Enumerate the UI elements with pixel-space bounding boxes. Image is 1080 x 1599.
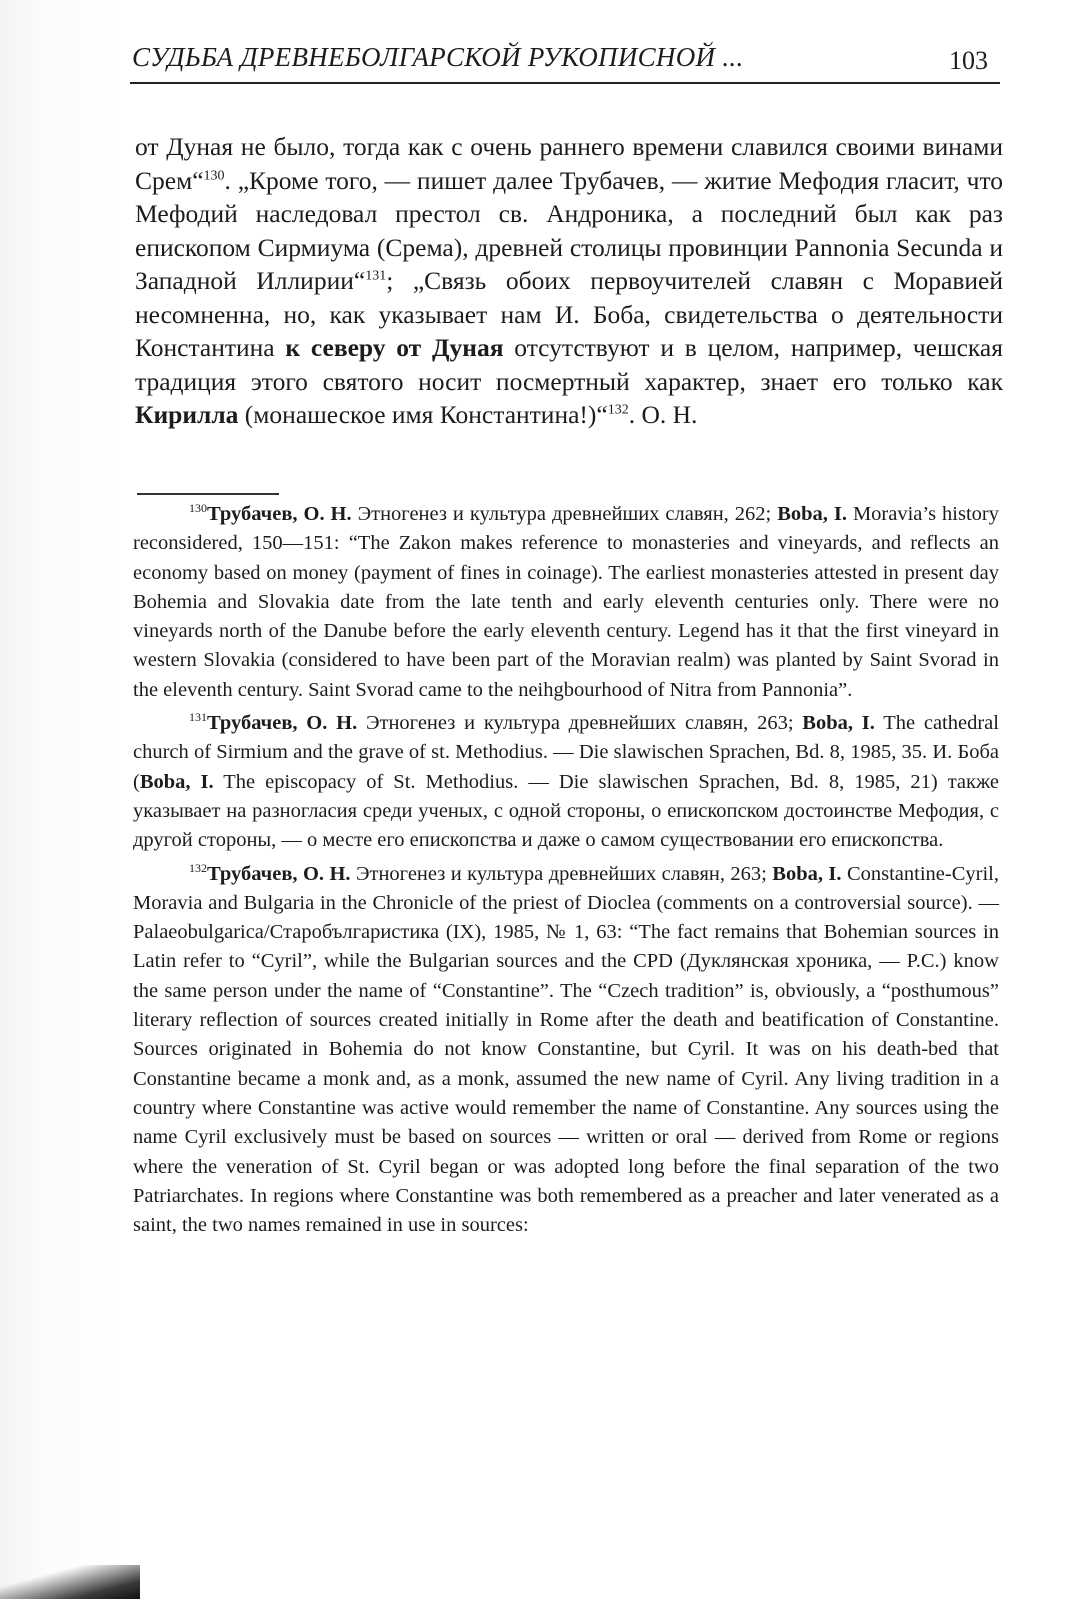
footnote-author: Трубачев, О. Н. [207,712,358,735]
main-text-segment: . „Кроме того, — пишет далее Трубачев, — житие Мефодия гласит, что Мефодий наследовал престол св. Андроника, а последний был как раз епископом Сирмиума (Срема), древней столицы провинции Pannonia Secunda и Западной Иллирии“ [135,165,1003,295]
footnote-author: Boba, I. [802,712,875,735]
main-text-segment: отсутствуют и в целом, например, чешская традиция этого святого носит посмертный характер, знает его только как [135,333,1003,396]
footnote-text: The episcopacy of St. Methodius. — Die slawischen Sprachen, Bd. 8, 1985, 21) также указывает на разногласия среди ученых, с одной стороны, о епископском достоинстве Мефодия, с другой стороны, — о месте его епископства и даже о самом существовании его епископства. [133,770,999,852]
footnote-132 [133,860,999,1241]
footnote-ref-132: 132 [607,402,629,418]
footnote-text: Этногенез и культура древнейших славян, 263; [357,712,803,735]
page-edge-shadow [0,1565,140,1599]
footnote-text: The cathedral church of Sirmium and the grave of st. Methodius. — Die slawischen Sprachen, Bd. 8, 1985, 35. И. Боба ( [133,712,999,793]
footnote-author: Boba, I. [772,862,842,885]
footnote-author: Boba, I. [777,503,847,525]
footnote-author: Трубачев, О. Н. [207,503,352,525]
footnote-text: Moravia’s history reconsidered, 150—151: “The Zakon makes reference to monasteries and vineyards, and reflects an economy based on money (payment of fines in coinage). The earliest monasteries attested in present day Bohemia and Slovakia date from the late tenth and early eleventh centuries only. There were no vineyards north of the Danube before the early eleventh century. Legend has it that the first vineyard in western Slovakia (considered to have been part of the Moravian realm) was planted by Saint Svorad in the eleventh century. Saint Svorad came to the neihgbourhood of Nitra from Pannonia”. [133,503,999,701]
footnote-131 [133,709,999,855]
footnote-number: 131 [189,710,207,725]
footnote-author: Трубачев, О. Н. [207,862,351,885]
main-text-segment: (монашеское имя Константина!)“ [238,400,608,429]
footnote-ref-130: 130 [203,168,225,183]
footnote-text: Этногенез и культура древнейших славян, 262; [351,503,778,525]
footnote-number: 132 [189,860,207,875]
footnote-separator [137,493,279,495]
page-number: 103 [949,46,988,75]
footnote-number: 130 [189,501,207,516]
running-title: СУДЬБА ДРЕВНЕБОЛГАРСКОЙ РУКОПИСНОЙ ... [132,42,744,72]
footnote-130 [133,500,999,705]
main-paragraph [135,130,1003,432]
main-text-segment: ; „Связь обоих первоучителей славян с Моравией несомненна, но, как указывает нам И. Боба, свидетельства о деятельности Константина [135,266,1003,362]
bold-phrase: к северу от Дуная [285,333,504,362]
footnote-author: Boba, I. [139,770,214,793]
footnote-text: Этногенез и культура древнейших славян, 263; [350,862,773,885]
running-header [130,38,1000,84]
main-text-segment: от Дуная не было, тогда как с очень раннего времени славился своими винами Срем“ [135,132,1003,195]
bold-phrase: Кирилла [135,400,239,429]
footnotes [133,500,999,1244]
footnote-ref-131: 131 [365,268,387,284]
main-text-segment: . О. Н. [628,400,698,429]
footnote-text: Constantine-Cyril, Moravia and Bulgaria in the Chronicle of the priest of Dioclea (comments on a controversial source). — Palaeobulgarica/Старобългаристика (IX), 1985, № 1, 63: “The fact remains that Bohemian sources in Latin refer to “Cyril”, while the Bulgarian sources and the CPD (Дуклянская хроника, — P.C.) know the same person under the name of “Constantine”. The “Czech tradition” is, obviously, a “posthumous” literary reflection of sources created initially in Rome after the death and beatification of Constantine. Sources originated in Bohemia do not know Constantine, but Cyril. It was on his death-bed that Constantine became a monk and, as a monk, assumed the new name of Cyril. Any living tradition in a country where Constantine was active would remember the name of Constantine. Any sources using the name Cyril exclusively must be based on sources — written or oral — derived from Rome or regions where the veneration of St. Cyril began or was adopted long before the final separation of the two Patriarchates. In regions where Constantine was both remembered as a preacher and later venerated as a saint, the two names remained in use in sources: [133,862,999,1237]
